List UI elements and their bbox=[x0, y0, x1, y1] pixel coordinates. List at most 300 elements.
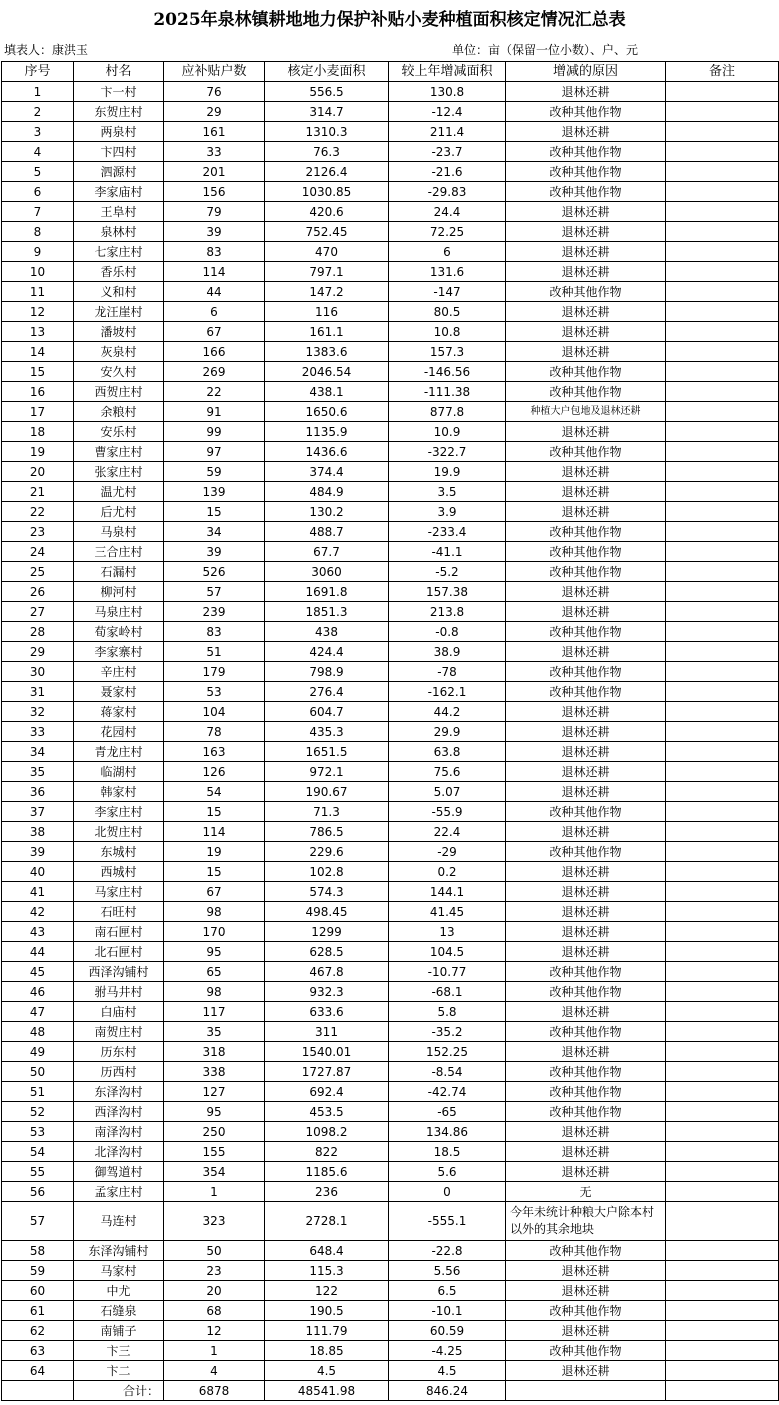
row-area: 2046.54 bbox=[265, 362, 389, 382]
row-index: 9 bbox=[2, 242, 74, 262]
row-households: 139 bbox=[164, 482, 265, 502]
row-index: 42 bbox=[2, 902, 74, 922]
row-village: 安久村 bbox=[74, 362, 164, 382]
row-village: 卞一村 bbox=[74, 82, 164, 102]
row-change: -35.2 bbox=[389, 1022, 506, 1042]
table-row bbox=[2, 942, 779, 962]
table-row bbox=[2, 502, 779, 522]
row-change: -5.2 bbox=[389, 562, 506, 582]
row-village: 马泉庄村 bbox=[74, 602, 164, 622]
table-row bbox=[2, 262, 779, 282]
row-note bbox=[666, 1122, 779, 1142]
row-households: 95 bbox=[164, 1102, 265, 1122]
row-village: 三合庄村 bbox=[74, 542, 164, 562]
row-village: 临湖村 bbox=[74, 762, 164, 782]
table-row bbox=[2, 1122, 779, 1142]
table-row bbox=[2, 582, 779, 602]
table-row bbox=[2, 982, 779, 1002]
row-note bbox=[666, 782, 779, 802]
table-row bbox=[2, 1182, 779, 1202]
row-households: 39 bbox=[164, 222, 265, 242]
row-village: 西贺庄村 bbox=[74, 382, 164, 402]
row-note bbox=[666, 642, 779, 662]
row-village: 蒋家村 bbox=[74, 702, 164, 722]
row-index: 13 bbox=[2, 322, 74, 342]
table-row bbox=[2, 662, 779, 682]
row-index: 45 bbox=[2, 962, 74, 982]
row-change: -29.83 bbox=[389, 182, 506, 202]
row-area: 1098.2 bbox=[265, 1122, 389, 1142]
row-change: 6.5 bbox=[389, 1281, 506, 1301]
row-index: 62 bbox=[2, 1321, 74, 1341]
row-households: 15 bbox=[164, 862, 265, 882]
row-area: 116 bbox=[265, 302, 389, 322]
row-note bbox=[666, 1082, 779, 1102]
row-households: 34 bbox=[164, 522, 265, 542]
row-note bbox=[666, 202, 779, 222]
row-village: 南贺庄村 bbox=[74, 1022, 164, 1042]
table-row bbox=[2, 1142, 779, 1162]
row-change: 0 bbox=[389, 1182, 506, 1202]
row-reason: 退林还耕 bbox=[506, 242, 666, 262]
row-note bbox=[666, 522, 779, 542]
row-note bbox=[666, 222, 779, 242]
row-change: -12.4 bbox=[389, 102, 506, 122]
row-households: 98 bbox=[164, 982, 265, 1002]
row-note bbox=[666, 302, 779, 322]
row-households: 170 bbox=[164, 922, 265, 942]
row-index: 7 bbox=[2, 202, 74, 222]
row-note bbox=[666, 142, 779, 162]
row-area: 147.2 bbox=[265, 282, 389, 302]
table-row bbox=[2, 1301, 779, 1321]
row-households: 239 bbox=[164, 602, 265, 622]
row-index: 57 bbox=[2, 1202, 74, 1241]
row-note bbox=[666, 582, 779, 602]
table-row bbox=[2, 382, 779, 402]
row-reason: 改种其他作物 bbox=[506, 362, 666, 382]
row-index: 63 bbox=[2, 1341, 74, 1361]
row-reason: 改种其他作物 bbox=[506, 622, 666, 642]
row-village: 聂家村 bbox=[74, 682, 164, 702]
row-area: 604.7 bbox=[265, 702, 389, 722]
row-village: 王阜村 bbox=[74, 202, 164, 222]
row-households: 104 bbox=[164, 702, 265, 722]
row-reason: 退林还耕 bbox=[506, 82, 666, 102]
row-change: -4.25 bbox=[389, 1341, 506, 1361]
row-note bbox=[666, 1261, 779, 1281]
table-row bbox=[2, 922, 779, 942]
header-reason: 增减的原因 bbox=[506, 62, 666, 82]
row-area: 692.4 bbox=[265, 1082, 389, 1102]
row-note bbox=[666, 502, 779, 522]
row-reason: 改种其他作物 bbox=[506, 1241, 666, 1261]
table-row bbox=[2, 102, 779, 122]
row-households: 35 bbox=[164, 1022, 265, 1042]
row-area: 314.7 bbox=[265, 102, 389, 122]
row-households: 98 bbox=[164, 902, 265, 922]
row-village: 李家庄村 bbox=[74, 802, 164, 822]
row-area: 276.4 bbox=[265, 682, 389, 702]
row-area: 115.3 bbox=[265, 1261, 389, 1281]
row-note bbox=[666, 382, 779, 402]
total-index-cell bbox=[2, 1381, 74, 1401]
row-index: 37 bbox=[2, 802, 74, 822]
table-row bbox=[2, 862, 779, 882]
row-change: 44.2 bbox=[389, 702, 506, 722]
table-row bbox=[2, 462, 779, 482]
row-reason: 改种其他作物 bbox=[506, 162, 666, 182]
row-index: 22 bbox=[2, 502, 74, 522]
row-note bbox=[666, 602, 779, 622]
row-index: 5 bbox=[2, 162, 74, 182]
row-change: 13 bbox=[389, 922, 506, 942]
row-note bbox=[666, 862, 779, 882]
row-village: 南铺子 bbox=[74, 1321, 164, 1341]
row-village: 马连村 bbox=[74, 1202, 164, 1241]
row-village: 马泉村 bbox=[74, 522, 164, 542]
row-reason: 退林还耕 bbox=[506, 582, 666, 602]
row-reason: 退林还耕 bbox=[506, 602, 666, 622]
row-index: 36 bbox=[2, 782, 74, 802]
row-index: 24 bbox=[2, 542, 74, 562]
row-change: 22.4 bbox=[389, 822, 506, 842]
row-area: 18.85 bbox=[265, 1341, 389, 1361]
table-row bbox=[2, 282, 779, 302]
row-index: 60 bbox=[2, 1281, 74, 1301]
row-households: 50 bbox=[164, 1241, 265, 1261]
row-change: -233.4 bbox=[389, 522, 506, 542]
table-row bbox=[2, 722, 779, 742]
row-index: 27 bbox=[2, 602, 74, 622]
total-households: 6878 bbox=[164, 1381, 265, 1401]
row-note bbox=[666, 102, 779, 122]
row-change: 5.6 bbox=[389, 1162, 506, 1182]
row-households: 44 bbox=[164, 282, 265, 302]
row-area: 161.1 bbox=[265, 322, 389, 342]
row-reason: 退林还耕 bbox=[506, 222, 666, 242]
row-reason: 改种其他作物 bbox=[506, 962, 666, 982]
row-reason: 退林还耕 bbox=[506, 862, 666, 882]
table-row bbox=[2, 142, 779, 162]
row-change: 131.6 bbox=[389, 262, 506, 282]
row-index: 8 bbox=[2, 222, 74, 242]
row-area: 932.3 bbox=[265, 982, 389, 1002]
row-change: 75.6 bbox=[389, 762, 506, 782]
row-index: 39 bbox=[2, 842, 74, 862]
row-reason: 退林还耕 bbox=[506, 322, 666, 342]
row-index: 11 bbox=[2, 282, 74, 302]
table-row bbox=[2, 1261, 779, 1281]
row-reason: 改种其他作物 bbox=[506, 562, 666, 582]
row-reason: 改种其他作物 bbox=[506, 662, 666, 682]
row-village: 柳河村 bbox=[74, 582, 164, 602]
row-change: 157.38 bbox=[389, 582, 506, 602]
row-change: 157.3 bbox=[389, 342, 506, 362]
row-area: 484.9 bbox=[265, 482, 389, 502]
row-index: 3 bbox=[2, 122, 74, 142]
row-households: 65 bbox=[164, 962, 265, 982]
row-index: 34 bbox=[2, 742, 74, 762]
row-area: 1540.01 bbox=[265, 1042, 389, 1062]
summary-table bbox=[1, 61, 779, 1401]
row-village: 义和村 bbox=[74, 282, 164, 302]
row-village: 南泽沟村 bbox=[74, 1122, 164, 1142]
row-reason: 改种其他作物 bbox=[506, 442, 666, 462]
row-change: -10.1 bbox=[389, 1301, 506, 1321]
row-households: 126 bbox=[164, 762, 265, 782]
row-village: 两泉村 bbox=[74, 122, 164, 142]
row-households: 269 bbox=[164, 362, 265, 382]
row-note bbox=[666, 622, 779, 642]
row-area: 236 bbox=[265, 1182, 389, 1202]
row-change: -29 bbox=[389, 842, 506, 862]
row-index: 6 bbox=[2, 182, 74, 202]
row-households: 117 bbox=[164, 1002, 265, 1022]
row-change: 3.9 bbox=[389, 502, 506, 522]
row-note bbox=[666, 1002, 779, 1022]
row-area: 311 bbox=[265, 1022, 389, 1042]
row-change: -23.7 bbox=[389, 142, 506, 162]
row-households: 23 bbox=[164, 1261, 265, 1281]
table-row bbox=[2, 542, 779, 562]
table-row bbox=[2, 182, 779, 202]
row-note bbox=[666, 82, 779, 102]
row-change: -21.6 bbox=[389, 162, 506, 182]
row-village: 东泽沟铺村 bbox=[74, 1241, 164, 1261]
row-change: -22.8 bbox=[389, 1241, 506, 1261]
row-note bbox=[666, 742, 779, 762]
header-village: 村名 bbox=[74, 62, 164, 82]
row-village: 孟家庄村 bbox=[74, 1182, 164, 1202]
row-reason: 退林还耕 bbox=[506, 422, 666, 442]
row-note bbox=[666, 702, 779, 722]
row-village: 石缝泉 bbox=[74, 1301, 164, 1321]
row-note bbox=[666, 442, 779, 462]
row-index: 35 bbox=[2, 762, 74, 782]
row-change: 19.9 bbox=[389, 462, 506, 482]
row-index: 29 bbox=[2, 642, 74, 662]
row-index: 41 bbox=[2, 882, 74, 902]
row-note bbox=[666, 882, 779, 902]
row-change: 5.8 bbox=[389, 1002, 506, 1022]
row-reason: 改种其他作物 bbox=[506, 1062, 666, 1082]
row-note bbox=[666, 922, 779, 942]
row-village: 潘坡村 bbox=[74, 322, 164, 342]
row-households: 51 bbox=[164, 642, 265, 662]
row-reason: 改种其他作物 bbox=[506, 682, 666, 702]
row-reason: 退林还耕 bbox=[506, 942, 666, 962]
row-households: 1 bbox=[164, 1182, 265, 1202]
table-row bbox=[2, 1022, 779, 1042]
row-reason: 改种其他作物 bbox=[506, 282, 666, 302]
row-index: 2 bbox=[2, 102, 74, 122]
row-reason: 退林还耕 bbox=[506, 642, 666, 662]
row-reason: 退林还耕 bbox=[506, 462, 666, 482]
row-index: 1 bbox=[2, 82, 74, 102]
row-note bbox=[666, 1202, 779, 1241]
row-change: 41.45 bbox=[389, 902, 506, 922]
row-note bbox=[666, 1102, 779, 1122]
row-index: 47 bbox=[2, 1002, 74, 1022]
row-households: 161 bbox=[164, 122, 265, 142]
row-area: 4.5 bbox=[265, 1361, 389, 1381]
row-households: 54 bbox=[164, 782, 265, 802]
row-reason: 改种其他作物 bbox=[506, 522, 666, 542]
row-note bbox=[666, 262, 779, 282]
row-reason: 改种其他作物 bbox=[506, 102, 666, 122]
row-reason: 改种其他作物 bbox=[506, 1341, 666, 1361]
row-village: 后尤村 bbox=[74, 502, 164, 522]
total-note-cell bbox=[666, 1381, 779, 1401]
row-note bbox=[666, 902, 779, 922]
row-change: 80.5 bbox=[389, 302, 506, 322]
table-row bbox=[2, 1162, 779, 1182]
row-households: 354 bbox=[164, 1162, 265, 1182]
row-households: 526 bbox=[164, 562, 265, 582]
row-note bbox=[666, 842, 779, 862]
row-change: -555.1 bbox=[389, 1202, 506, 1241]
header-note: 备注 bbox=[666, 62, 779, 82]
row-area: 1299 bbox=[265, 922, 389, 942]
row-households: 6 bbox=[164, 302, 265, 322]
row-index: 4 bbox=[2, 142, 74, 162]
row-village: 北石匣村 bbox=[74, 942, 164, 962]
table-row bbox=[2, 222, 779, 242]
row-village: 辛庄村 bbox=[74, 662, 164, 682]
row-area: 2126.4 bbox=[265, 162, 389, 182]
table-row bbox=[2, 702, 779, 722]
table-row bbox=[2, 1202, 779, 1241]
row-note bbox=[666, 1162, 779, 1182]
row-index: 55 bbox=[2, 1162, 74, 1182]
row-note bbox=[666, 1301, 779, 1321]
row-area: 76.3 bbox=[265, 142, 389, 162]
row-village: 荀家岭村 bbox=[74, 622, 164, 642]
row-village: 御驾道村 bbox=[74, 1162, 164, 1182]
header-households: 应补贴户数 bbox=[164, 62, 265, 82]
row-change: -10.77 bbox=[389, 962, 506, 982]
unit-label: 单位：亩（保留一位小数）、户、元 bbox=[452, 43, 639, 57]
row-households: 156 bbox=[164, 182, 265, 202]
row-note bbox=[666, 242, 779, 262]
table-row bbox=[2, 202, 779, 222]
row-area: 102.8 bbox=[265, 862, 389, 882]
row-note bbox=[666, 482, 779, 502]
table-row bbox=[2, 1341, 779, 1361]
row-index: 59 bbox=[2, 1261, 74, 1281]
row-village: 驸马井村 bbox=[74, 982, 164, 1002]
row-area: 190.5 bbox=[265, 1301, 389, 1321]
row-households: 127 bbox=[164, 1082, 265, 1102]
table-row bbox=[2, 342, 779, 362]
row-note bbox=[666, 342, 779, 362]
row-reason: 退林还耕 bbox=[506, 482, 666, 502]
row-area: 438.1 bbox=[265, 382, 389, 402]
row-area: 1650.6 bbox=[265, 402, 389, 422]
row-households: 114 bbox=[164, 262, 265, 282]
table-row bbox=[2, 422, 779, 442]
row-note bbox=[666, 562, 779, 582]
row-area: 574.3 bbox=[265, 882, 389, 902]
meta-line bbox=[0, 40, 779, 61]
row-village: 韩家村 bbox=[74, 782, 164, 802]
row-note bbox=[666, 722, 779, 742]
row-note bbox=[666, 1321, 779, 1341]
row-households: 19 bbox=[164, 842, 265, 862]
row-village: 花园村 bbox=[74, 722, 164, 742]
row-village: 西城村 bbox=[74, 862, 164, 882]
row-households: 97 bbox=[164, 442, 265, 462]
row-note bbox=[666, 542, 779, 562]
row-village: 南石匣村 bbox=[74, 922, 164, 942]
row-village: 北泽沟村 bbox=[74, 1142, 164, 1162]
row-note bbox=[666, 1341, 779, 1361]
row-village: 余粮村 bbox=[74, 402, 164, 422]
table-row bbox=[2, 622, 779, 642]
row-area: 797.1 bbox=[265, 262, 389, 282]
row-change: 72.25 bbox=[389, 222, 506, 242]
row-note bbox=[666, 962, 779, 982]
row-change: 130.8 bbox=[389, 82, 506, 102]
row-index: 33 bbox=[2, 722, 74, 742]
row-index: 56 bbox=[2, 1182, 74, 1202]
row-change: -111.38 bbox=[389, 382, 506, 402]
row-note bbox=[666, 802, 779, 822]
row-village: 西泽沟铺村 bbox=[74, 962, 164, 982]
row-area: 972.1 bbox=[265, 762, 389, 782]
table-row bbox=[2, 882, 779, 902]
row-village: 东城村 bbox=[74, 842, 164, 862]
row-area: 122 bbox=[265, 1281, 389, 1301]
row-change: 10.8 bbox=[389, 322, 506, 342]
row-note bbox=[666, 982, 779, 1002]
row-village: 七家庄村 bbox=[74, 242, 164, 262]
row-note bbox=[666, 1241, 779, 1261]
row-change: 29.9 bbox=[389, 722, 506, 742]
row-change: 144.1 bbox=[389, 882, 506, 902]
row-change: 213.8 bbox=[389, 602, 506, 622]
row-index: 54 bbox=[2, 1142, 74, 1162]
row-index: 51 bbox=[2, 1082, 74, 1102]
table-row bbox=[2, 322, 779, 342]
table-row bbox=[2, 362, 779, 382]
row-households: 83 bbox=[164, 242, 265, 262]
row-index: 30 bbox=[2, 662, 74, 682]
row-reason: 改种其他作物 bbox=[506, 1022, 666, 1042]
total-label: 合计： bbox=[74, 1381, 164, 1401]
row-change: 5.56 bbox=[389, 1261, 506, 1281]
row-households: 33 bbox=[164, 142, 265, 162]
row-change: -162.1 bbox=[389, 682, 506, 702]
row-area: 424.4 bbox=[265, 642, 389, 662]
table-row bbox=[2, 782, 779, 802]
row-reason: 退林还耕 bbox=[506, 822, 666, 842]
table-row bbox=[2, 1321, 779, 1341]
row-note bbox=[666, 1182, 779, 1202]
row-village: 温尤村 bbox=[74, 482, 164, 502]
row-area: 453.5 bbox=[265, 1102, 389, 1122]
row-reason: 退林还耕 bbox=[506, 202, 666, 222]
table-row bbox=[2, 962, 779, 982]
row-reason: 退林还耕 bbox=[506, 922, 666, 942]
row-index: 52 bbox=[2, 1102, 74, 1122]
row-index: 53 bbox=[2, 1122, 74, 1142]
row-index: 12 bbox=[2, 302, 74, 322]
row-note bbox=[666, 1022, 779, 1042]
row-households: 114 bbox=[164, 822, 265, 842]
row-households: 15 bbox=[164, 802, 265, 822]
